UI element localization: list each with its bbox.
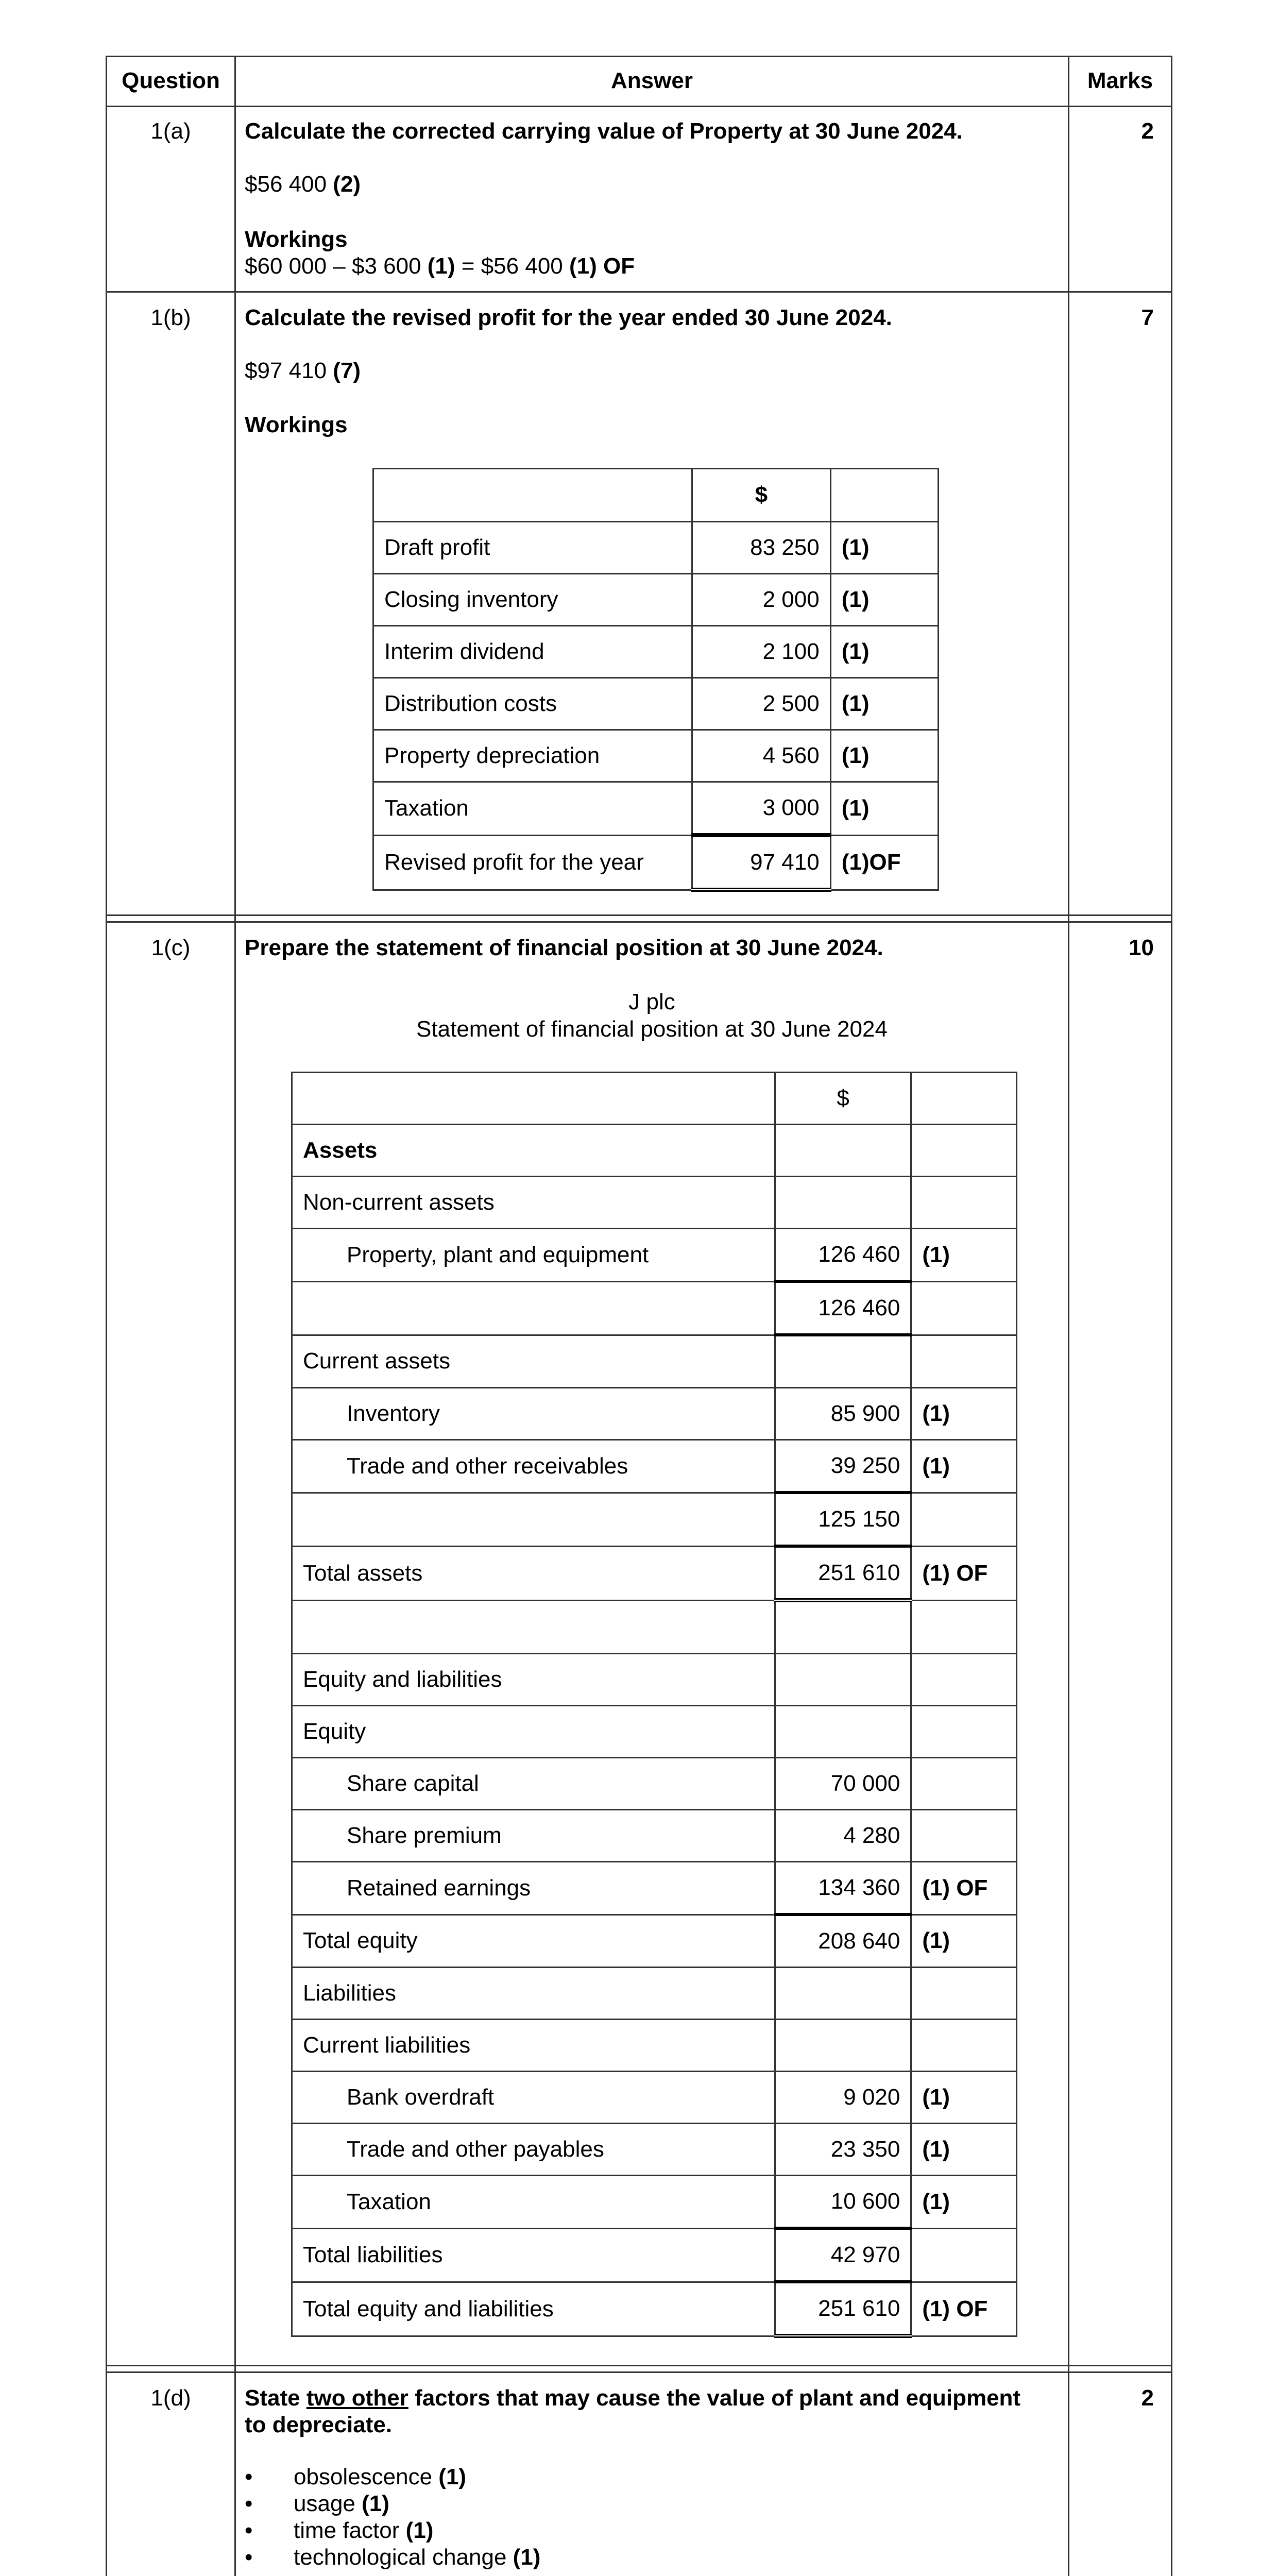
currency-header: $ [692,469,830,522]
table-row: Total liabilities 42 970 [292,2228,1017,2282]
q1b-workings-heading: Workings [245,412,348,437]
q1a-workings-line: $60 000 – $3 600 (1) = $56 400 (1) OF [245,253,635,279]
table-row: Current assets [292,1335,1017,1388]
frame-col2 [1068,56,1069,2576]
q1a-answer: $56 400 (2) [245,172,361,197]
table-row: Revised profit for the year 97 410 (1)OF [373,835,939,890]
q1a-workings-heading: Workings [245,227,348,252]
q1c-marks: 10 [1129,935,1154,960]
frame-top [106,56,1172,57]
table-row: Property, plant and equipment 126 460 (1) [292,1229,1017,1282]
q1b-prompt: Calculate the revised profit for the year ended 30 June 2024. [245,305,892,330]
q1c-prompt: Prepare the statement of financial position at 30 June 2024. [245,935,883,960]
list-item: • time factor (1) [294,2518,433,2544]
q1c-statement-table [291,1072,1017,2338]
table-row: Taxation 10 600 (1) [292,2176,1017,2229]
q1c-company: J plc [628,989,675,1014]
frame-col1 [234,56,236,2576]
q1c-statement-title: Statement of financial position at 30 June 2024 [416,1016,888,1042]
row-sep-c2 [106,2371,1172,2373]
table-row: Closing inventory 2 000 (1) [373,574,939,626]
q1d-prompt-line2: to depreciate. [245,2412,393,2437]
list-item: • obsolescence (1) [294,2464,466,2490]
frame-left [106,56,107,2576]
table-row: Trade and other receivables 39 250 (1) [292,1440,1017,1493]
table-row: Interim dividend 2 100 (1) [373,626,939,678]
header-question: Question [122,68,220,93]
row-sep-b1 [106,914,1172,916]
table-row: 126 460 [292,1281,1017,1335]
header-bottom [106,106,1172,107]
q1b-answer: $97 410 (7) [245,358,361,383]
list-item: • technological change (1) [294,2545,540,2571]
table-row: Retained earnings 134 360 (1) OF [292,1862,1017,1915]
q1d-number: 1(d) [150,2385,191,2411]
row-sep-b2 [106,921,1172,923]
frame-right [1171,56,1172,2576]
row-sep-a [106,291,1172,293]
list-item: • usage (1) [294,2491,389,2517]
q1b-marks: 7 [1141,305,1154,330]
header-marks: Marks [1087,68,1153,93]
table-row: Total equity and liabilities 251 610 (1) OF [292,2282,1017,2336]
table-row: Assets [292,1125,1017,1177]
table-row: Property depreciation 4 560 (1) [373,730,939,782]
table-row [292,1600,1017,1654]
table-row: Bank overdraft 9 020 (1) [292,2072,1017,2124]
table-row: Non-current assets [292,1177,1017,1229]
q1b-workings-table [372,468,939,892]
q1a-marks: 2 [1141,118,1154,144]
table-row [373,469,939,522]
table-row: Trade and other payables 23 350 (1) [292,2124,1017,2176]
q1a-prompt: Calculate the corrected carrying value of Property at 30 June 2024. [245,118,963,144]
q1d-marks: 2 [1141,2385,1154,2411]
q1a-number: 1(a) [150,118,191,144]
table-row: Equity and liabilities [292,1654,1017,1706]
table-row [292,1073,1017,1125]
table-row: Liabilities [292,1968,1017,2020]
table-row: Total assets 251 610 (1) OF [292,1546,1017,1600]
table-row: Equity [292,1706,1017,1758]
table-row: Taxation 3 000 (1) [373,782,939,836]
table-row: Current liabilities [292,2020,1017,2072]
q1c-number: 1(c) [151,935,191,960]
header-answer: Answer [611,68,693,93]
table-row: Total equity 208 640 (1) [292,1914,1017,1968]
table-row: Draft profit 83 250 (1) [373,522,939,574]
table-row: Share capital 70 000 [292,1758,1017,1810]
row-sep-c1 [106,2365,1172,2366]
q1d-prompt: State two other factors that may cause the value of plant and equipment [245,2385,1021,2411]
table-row: Share premium 4 280 [292,1810,1017,1862]
currency-header: $ [775,1073,911,1125]
table-row: 125 150 [292,1493,1017,1546]
q1b-number: 1(b) [150,305,191,330]
table-row: Distribution costs 2 500 (1) [373,678,939,730]
table-row: Inventory 85 900 (1) [292,1388,1017,1440]
